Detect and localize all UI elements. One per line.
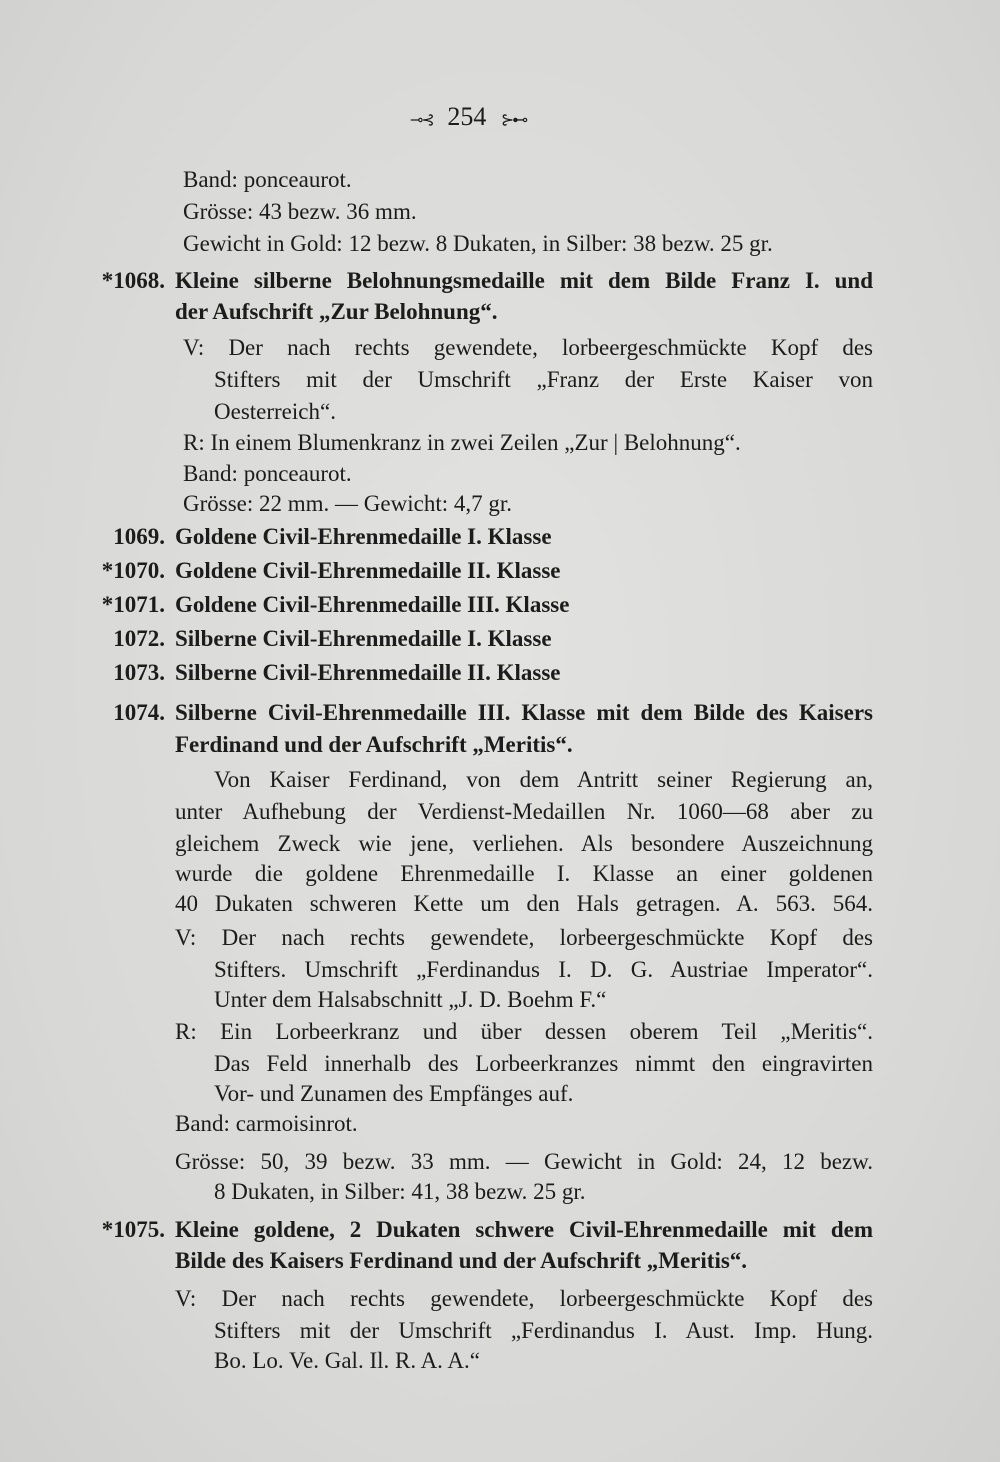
text-line: gleichem Zweck wie jene, verliehen. Als besondere Auszeichnung (175, 831, 873, 856)
ornament-left-icon: ⊸⊰ (410, 112, 433, 129)
text-line: Goldene Civil-Ehrenmedaille II. Klasse (175, 558, 561, 583)
text-line: Stifters mit der Umschrift „Ferdinandus I. Aust. Imp. Hung. (214, 1318, 873, 1343)
entry-number: *1070. (101, 558, 165, 583)
text-line: wurde die goldene Ehrenmedaille I. Klasse an einer goldenen (175, 861, 873, 886)
text-line: V: Der nach rechts gewendete, lorbeergeschmückte Kopf des (175, 925, 873, 950)
text-line: Bo. Lo. Ve. Gal. Il. R. A. A.“ (214, 1348, 480, 1373)
text-line: Oesterreich“. (214, 399, 336, 424)
entry-number: 1072. (113, 626, 165, 651)
text-line: Kleine goldene, 2 Dukaten schwere Civil-Ehrenmedaille mit dem (175, 1217, 873, 1242)
text-line: Grösse: 22 mm. — Gewicht: 4,7 gr. (183, 491, 512, 516)
text-line: V: Der nach rechts gewendete, lorbeergeschmückte Kopf des (175, 1286, 873, 1311)
text-line: 8 Dukaten, in Silber: 41, 38 bezw. 25 gr. (214, 1179, 586, 1204)
ornament-right-icon: ⊱⊷ (500, 112, 527, 129)
text-line: Goldene Civil-Ehrenmedaille III. Klasse (175, 592, 570, 617)
page-header (410, 102, 526, 136)
entry-number: *1071. (101, 592, 165, 617)
text-line: der Aufschrift „Zur Belohnung“. (175, 299, 498, 324)
text-line: Unter dem Halsabschnitt „J. D. Boehm F.“ (214, 987, 607, 1012)
text-line: 40 Dukaten schweren Kette um den Hals getragen. A. 563. 564. (175, 891, 873, 916)
text-line: Stifters. Umschrift „Ferdinandus I. D. G. Austriae Imperator“. (214, 957, 873, 982)
entry-number: 1073. (113, 660, 165, 685)
text-line: unter Aufhebung der Verdienst-Medaillen Nr. 1060—68 aber zu (175, 799, 873, 824)
text-line: Kleine silberne Belohnungsmedaille mit dem Bilde Franz I. und (175, 268, 873, 293)
text-line: Silberne Civil-Ehrenmedaille II. Klasse (175, 660, 561, 685)
entry-number: 1069. (113, 524, 165, 549)
page-number: 254 (447, 102, 487, 131)
text-line: Bilde des Kaisers Ferdinand und der Aufschrift „Meritis“. (175, 1248, 748, 1273)
text-line: Band: ponceaurot. (183, 461, 352, 486)
text-line: R: In einem Blumenkranz in zwei Zeilen „Zur | Belohnung“. (183, 430, 741, 455)
text-line: Grösse: 50, 39 bezw. 33 mm. — Gewicht in Gold: 24, 12 bezw. (175, 1149, 873, 1174)
entry-number: *1075. (101, 1217, 165, 1242)
text-line: Das Feld innerhalb des Lorbeerkranzes nimmt den eingravirten (214, 1051, 873, 1076)
text-line: R: Ein Lorbeerkranz und über dessen oberem Teil „Meritis“. (175, 1019, 873, 1044)
entry-number: 1074. (113, 700, 165, 725)
text-line: Gewicht in Gold: 12 bezw. 8 Dukaten, in Silber: 38 bezw. 25 gr. (183, 231, 773, 256)
text-line: Von Kaiser Ferdinand, von dem Antritt seiner Regierung an, (214, 767, 873, 792)
entry-number: *1068. (101, 268, 165, 293)
text-line: Ferdinand und der Aufschrift „Meritis“. (175, 732, 573, 757)
text-line: Grösse: 43 bezw. 36 mm. (183, 199, 417, 224)
text-line: Silberne Civil-Ehrenmedaille I. Klasse (175, 626, 552, 651)
text-line: Band: ponceaurot. (183, 167, 352, 192)
text-line: V: Der nach rechts gewendete, lorbeergeschmückte Kopf des (183, 335, 873, 360)
text-line: Vor- und Zunamen des Empfänges auf. (214, 1081, 574, 1106)
text-line: Stifters mit der Umschrift „Franz der Erste Kaiser von (214, 367, 873, 392)
text-line: Silberne Civil-Ehrenmedaille III. Klasse mit dem Bilde des Kaisers (175, 700, 873, 725)
text-line: Band: carmoisinrot. (175, 1111, 358, 1136)
text-line: Goldene Civil-Ehrenmedaille I. Klasse (175, 524, 552, 549)
